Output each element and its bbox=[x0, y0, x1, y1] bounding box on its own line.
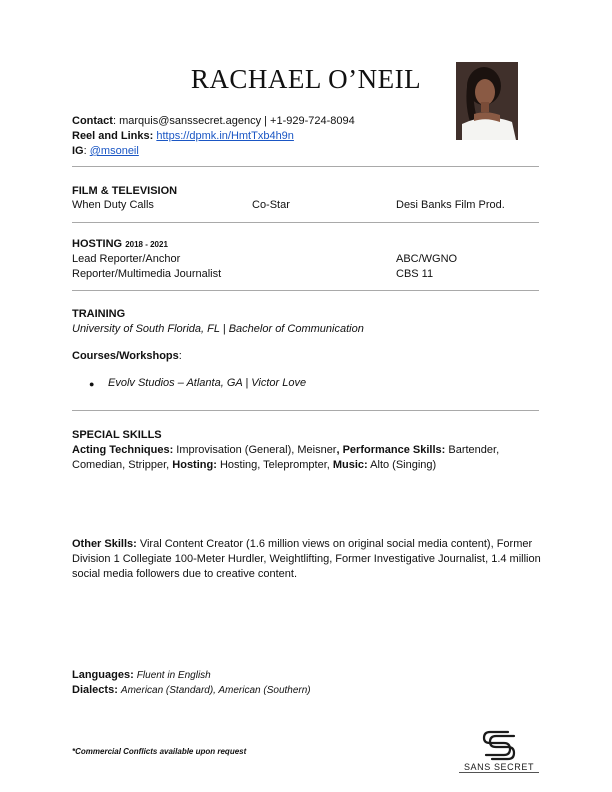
acting-label: Acting Techniques: bbox=[72, 444, 174, 456]
reel-label: Reel and Links: bbox=[72, 130, 154, 142]
hosting-skill-value: Hosting, Teleprompter, bbox=[216, 459, 330, 471]
film-heading: FILM & TELEVISION bbox=[72, 185, 178, 197]
ig-link[interactable]: @msoneil bbox=[89, 145, 139, 157]
headshot-image bbox=[456, 62, 518, 140]
film-company: Desi Banks Film Prod. bbox=[396, 199, 505, 211]
hosting-skill-label: Hosting: bbox=[169, 459, 217, 471]
contact-label: Contact bbox=[72, 115, 113, 127]
ig-line bbox=[72, 144, 139, 159]
contact-line bbox=[72, 114, 355, 129]
film-role: Co-Star bbox=[252, 199, 290, 211]
hosting-company-1: ABC/WGNO bbox=[396, 253, 458, 265]
other-skills-value: Viral Content Creator (1.6 million views on original social media content), Former Division 1 Collegiate 100-Meter Hurdler, Weightlifting, Former Investigative Journalist, 1.4 million social media followers due to creative content. bbox=[72, 538, 541, 580]
footer-note: *Commercial Conflicts available upon request bbox=[72, 747, 247, 756]
training-school: University of South Florida, FL | Bachelor of Communication bbox=[72, 323, 364, 335]
agency-logo bbox=[456, 728, 542, 774]
dialects-value: American (Standard), American (Southern) bbox=[120, 685, 311, 696]
bullet-icon: ● bbox=[89, 379, 95, 389]
page-title: RACHAEL O’NEIL bbox=[190, 64, 422, 94]
music-label: Music: bbox=[329, 459, 368, 471]
reel-line bbox=[72, 129, 294, 144]
courses-colon: : bbox=[178, 350, 182, 362]
hosting-company-2: CBS 11 bbox=[396, 268, 434, 280]
acting-value: Improvisation (General), Meisner bbox=[173, 444, 337, 456]
training-heading: TRAINING bbox=[72, 308, 126, 320]
hosting-heading-line bbox=[72, 237, 168, 252]
logo-text: SANS SECRET bbox=[463, 762, 535, 772]
skills-paragraph bbox=[72, 443, 542, 473]
dialects-line bbox=[72, 683, 311, 698]
other-skills-label: Other Skills: bbox=[72, 538, 137, 550]
music-value: Alto (Singing) bbox=[367, 459, 437, 471]
divider bbox=[72, 410, 539, 411]
other-skills-paragraph bbox=[72, 537, 542, 582]
hosting-role-1: Lead Reporter/Anchor bbox=[72, 253, 181, 265]
course-item: Evolv Studios – Atlanta, GA | Victor Love bbox=[108, 377, 307, 389]
hosting-years: 2018 - 2021 bbox=[125, 240, 168, 249]
skills-heading: SPECIAL SKILLS bbox=[72, 429, 162, 441]
courses-heading-line bbox=[72, 349, 182, 364]
headshot-photo bbox=[456, 62, 518, 140]
sans-secret-logo-icon bbox=[456, 728, 542, 774]
hosting-role-2: Reporter/Multimedia Journalist bbox=[72, 268, 222, 280]
ig-label: IG bbox=[72, 145, 84, 157]
divider bbox=[72, 222, 539, 223]
ig-colon: : bbox=[83, 145, 87, 157]
languages-value: Fluent in English bbox=[136, 670, 211, 681]
hosting-heading: HOSTING bbox=[72, 238, 123, 250]
reel-link[interactable]: https://dpmk.in/HmtTxb4h9n bbox=[156, 130, 294, 142]
performance-value: Bartender, Comedian, Stripper, bbox=[72, 444, 500, 471]
divider bbox=[72, 290, 539, 291]
dialects-label: Dialects: bbox=[72, 684, 118, 696]
contact-value: : marquis@sanssecret.agency | +1-929-724-8094 bbox=[112, 115, 355, 127]
languages-line bbox=[72, 668, 211, 683]
divider bbox=[72, 166, 539, 167]
courses-heading: Courses/Workshops bbox=[72, 350, 179, 362]
film-title: When Duty Calls bbox=[72, 199, 154, 211]
performance-label: , Performance Skills: bbox=[336, 444, 446, 456]
languages-label: Languages: bbox=[72, 669, 134, 681]
